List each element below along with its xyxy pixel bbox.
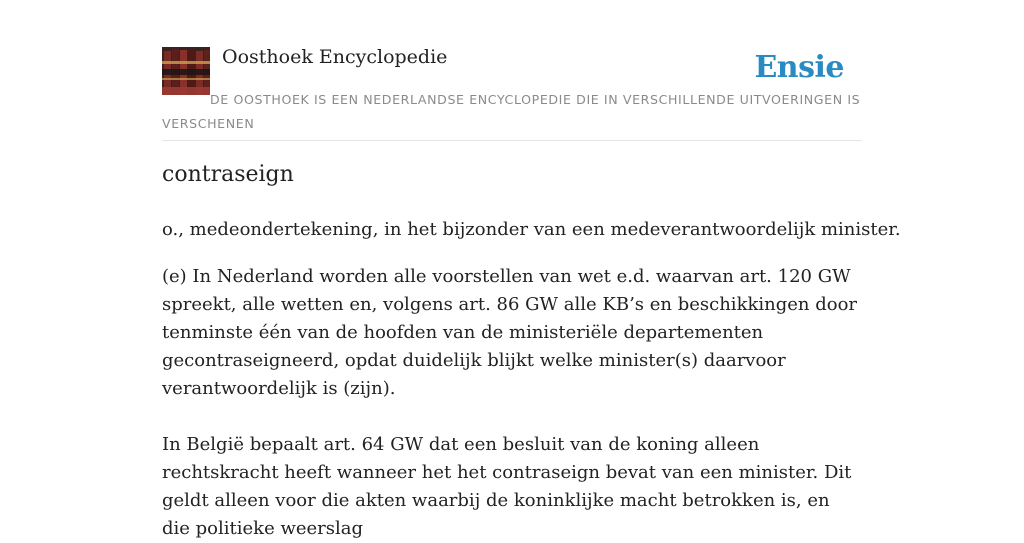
site-header xyxy=(162,0,862,141)
entry-definition: o., medeondertekening, in het bijzonder van een medeverantwoordelijk minister. xyxy=(162,219,901,240)
entry-paragraph: (e) In Nederland worden alle voorstellen van wet e.d. waarvan art. 120 GW spreekt, alle wetten en, volgens art. 86 GW alle KB’s en beschikkingen door tenminste één van de hoofden van de ministeriële departementen gecontraseigneerd, opdat duidelijk blijkt welke minister(s) daarvoor verantwoordelijk is (zijn). xyxy=(162,266,858,399)
site-tagline: DE OOSTHOEK IS EEN NEDERLANDSE ENCYCLOPEDIE DIE IN VERSCHILLENDE UITVOERINGEN IS VERSCHENEN xyxy=(162,92,861,131)
site-title[interactable]: Oosthoek Encyclopedie xyxy=(222,46,448,68)
entry-title: contraseign xyxy=(162,162,294,187)
brand-logo[interactable]: Ensie xyxy=(754,50,844,85)
entry-paragraph: In België bepaalt art. 64 GW dat een besluit van de koning alleen rechtskracht heeft wanneer het het contraseign bevat van een minister. Dit geldt alleen voor die akten waarbij de koninklijke macht betrokken is, en die politieke weerslag xyxy=(162,434,852,539)
page-container xyxy=(162,0,901,539)
